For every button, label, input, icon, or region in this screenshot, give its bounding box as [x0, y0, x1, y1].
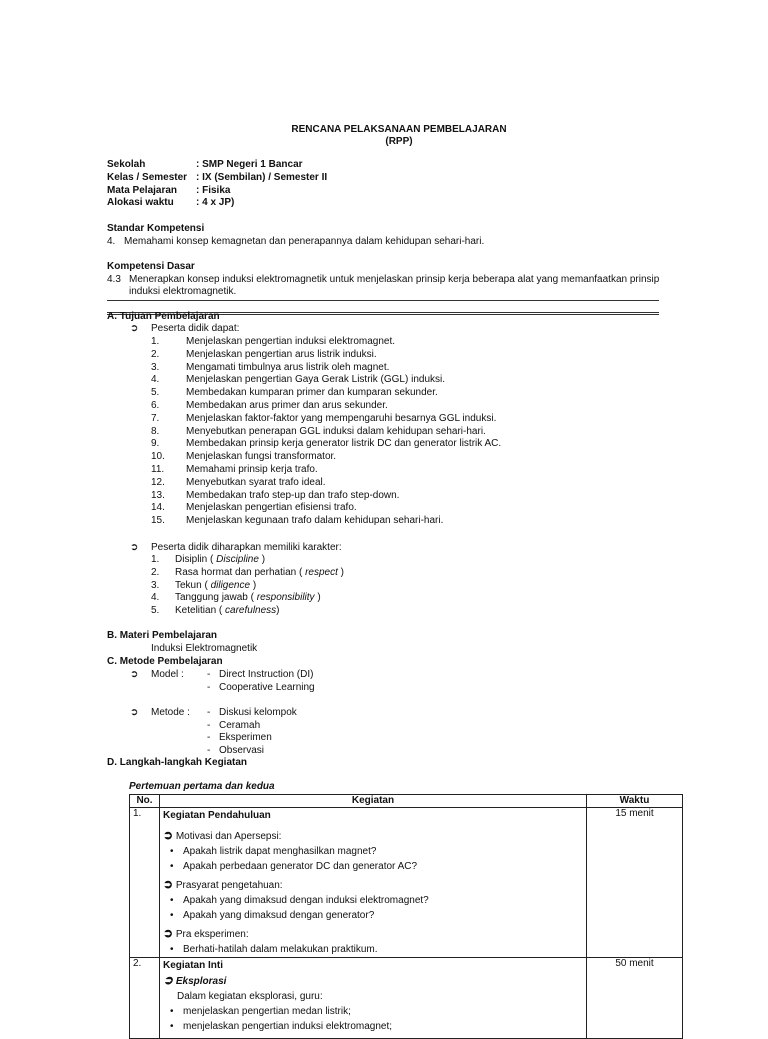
row-no: 1.	[130, 808, 160, 958]
metode-label: Metode :	[151, 707, 190, 718]
tujuan-item-text: Menyebutkan penerapan GGL induksi dalam kehidupan sehari-hari.	[186, 425, 486, 437]
row-kegiatan	[160, 808, 587, 958]
dash-marker: -	[207, 681, 211, 693]
row-waktu: 50 menit	[587, 958, 683, 1039]
tujuan-item-text: Menjelaskan faktor-faktor yang mempengaruhi besarnya GGL induksi.	[186, 412, 497, 424]
dash-marker: -	[207, 744, 211, 756]
materi-text: Induksi Elektromagnetik	[151, 643, 258, 654]
row-title: Kegiatan Inti	[163, 960, 224, 971]
page-subtitle: (RPP)	[385, 136, 413, 147]
tujuan-item-number: 9.	[151, 438, 160, 450]
tujuan-item-text: Menjelaskan pengertian efisiensi trafo.	[186, 502, 357, 514]
identity-label-kelas: Kelas / Semester	[107, 172, 188, 183]
tujuan-item-text: Menjelaskan fungsi transformator.	[186, 451, 337, 463]
karakter-item-english: carefulness	[225, 605, 277, 617]
model-item: Cooperative Learning	[219, 681, 315, 693]
identity-value-alokasi: : 4 x JP)	[196, 197, 235, 208]
karakter-item-close: )	[250, 579, 257, 591]
identity-value-kelas: : IX (Sembilan) / Semester II	[196, 172, 328, 183]
hook-arrow-icon: ➲	[163, 877, 174, 891]
eksplorasi-label	[163, 973, 583, 989]
hook-arrow-icon: ➲	[130, 323, 139, 334]
standar-heading: Standar Kompetensi	[107, 223, 205, 234]
hook-arrow-icon: ➲	[130, 542, 139, 553]
langkah-heading: D. Langkah-langkah Kegiatan	[107, 757, 248, 768]
karakter-item-close: )	[314, 592, 321, 604]
metode-item: Ceramah	[219, 719, 261, 731]
tujuan-item-number: 7.	[151, 412, 160, 424]
tujuan-intro: Peserta didik dapat:	[151, 323, 240, 334]
kompetensi-heading: Kompetensi Dasar	[107, 261, 195, 272]
eksplorasi-text: Eksplorasi	[175, 976, 227, 987]
metode-item: Observasi	[219, 744, 265, 756]
tujuan-item-number: 15.	[151, 515, 165, 527]
tujuan-item-text: Mengamati timbulnya arus listrik oleh magnet.	[186, 361, 390, 373]
karakter-item	[175, 592, 321, 604]
hook-arrow-icon: ➲	[130, 707, 139, 718]
tujuan-item-number: 14.	[151, 502, 165, 514]
karakter-item-close: )	[258, 554, 266, 565]
bullet-item: • Apakah yang dimaksud dengan generator?	[163, 908, 583, 923]
tujuan-item-text: Membedakan arus primer dan arus sekunder.	[186, 400, 388, 411]
karakter-item-english: respect	[305, 566, 338, 578]
eksplorasi-intro: Dalam kegiatan eksplorasi, guru:	[177, 991, 323, 1002]
group-label	[163, 828, 583, 844]
karakter-item-number: 2.	[151, 566, 160, 578]
karakter-item-text: Tanggung jawab (	[175, 592, 257, 604]
kompetensi-text-line2: induksi elektromagnetik.	[129, 286, 237, 297]
karakter-item	[175, 605, 280, 617]
dash-marker: -	[207, 707, 211, 718]
tujuan-item-text: Menjelaskan kegunaan trafo dalam kehidupan sehari-hari.	[186, 515, 444, 527]
standar-number: 4.	[107, 236, 116, 247]
karakter-item-english: Discipline	[216, 554, 259, 565]
karakter-item	[175, 567, 344, 579]
langkah-table	[129, 794, 683, 1039]
model-item: Direct Instruction (DI)	[219, 669, 314, 680]
dash-marker: -	[207, 669, 211, 680]
pendahuluan-groups	[163, 828, 583, 957]
kompetensi-text-line1: Menerapkan konsep induksi elektromagnetik untuk menjelaskan prinsip kerja beberapa alat yang memanfaatkan prinsip	[129, 274, 660, 285]
hook-arrow-icon: ➲	[130, 669, 139, 680]
tujuan-item-text: Membedakan kumparan primer dan kumparan sekunder.	[186, 387, 438, 399]
tujuan-item-number: 1.	[151, 336, 160, 347]
inti-items	[163, 1004, 583, 1034]
karakter-intro: Peserta didik diharapkan memiliki karakter:	[151, 542, 342, 553]
karakter-item-number: 4.	[151, 592, 160, 604]
group-label-text: Motivasi dan Apersepsi:	[175, 831, 282, 842]
hook-arrow-icon: ➲	[163, 926, 174, 940]
metode-heading: C. Metode Pembelajaran	[107, 656, 223, 667]
tujuan-item-text: Menyebutkan syarat trafo ideal.	[186, 476, 326, 488]
identity-value-sekolah: : SMP Negeri 1 Bancar	[196, 159, 303, 170]
pertemuan-label: Pertemuan pertama dan kedua	[129, 781, 275, 792]
karakter-item-close: )	[337, 566, 344, 578]
model-label: Model :	[151, 669, 184, 680]
karakter-item-text: Rasa hormat dan perhatian (	[175, 566, 306, 578]
karakter-item-english: responsibility	[256, 592, 315, 604]
header-no: No.	[130, 795, 160, 808]
tujuan-item-number: 2.	[151, 348, 160, 360]
tujuan-heading: A. Tujuan Pembelajaran	[107, 311, 220, 322]
tujuan-item-number: 10.	[151, 451, 165, 463]
karakter-item	[175, 554, 265, 566]
group-label	[163, 926, 583, 942]
tujuan-item-number: 4.	[151, 374, 160, 386]
tujuan-item-number: 12.	[151, 476, 165, 488]
row-title: Kegiatan Pendahuluan	[163, 810, 271, 821]
karakter-item-number: 3.	[151, 579, 160, 591]
karakter-item-close: )	[276, 605, 280, 617]
bullet-item: • Apakah yang dimaksud dengan induksi elektromagnet?	[163, 893, 583, 908]
row-kegiatan	[160, 958, 587, 1039]
bullet-item: • Apakah perbedaan generator DC dan generator AC?	[163, 859, 583, 874]
header-waktu: Waktu	[587, 795, 683, 808]
karakter-item-number: 5.	[151, 605, 160, 617]
page-title: RENCANA PELAKSANAAN PEMBELAJARAN	[291, 124, 507, 135]
group-label-text: Pra eksperimen:	[175, 929, 249, 940]
karakter-item-text: Tekun (	[175, 579, 211, 591]
dash-marker: -	[207, 719, 211, 731]
identity-label-alokasi: Alokasi waktu	[107, 197, 174, 208]
tujuan-item-number: 11.	[151, 464, 165, 475]
bullet-item: • Apakah listrik dapat menghasilkan magnet?	[163, 844, 583, 859]
tujuan-item-number: 5.	[151, 387, 160, 399]
tujuan-item-text: Membedakan prinsip kerja generator listrik DC dan generator listrik AC.	[186, 438, 502, 450]
karakter-item-text: Disiplin (	[175, 554, 217, 565]
divider-thin	[107, 300, 659, 301]
tujuan-item-number: 3.	[151, 361, 160, 373]
standar-text: Memahami konsep kemagnetan dan penerapannya dalam kehidupan sehari-hari.	[124, 236, 485, 247]
metode-item: Eksperimen	[219, 732, 272, 744]
tujuan-item-text: Menjelaskan pengertian Gaya Gerak Listrik (GGL) induksi.	[186, 374, 446, 386]
tujuan-item-text: Memahami prinsip kerja trafo.	[186, 464, 318, 475]
karakter-item	[175, 580, 256, 592]
identity-value-mapel: : Fisika	[196, 185, 231, 196]
row-waktu: 15 menit	[587, 808, 683, 958]
table-row	[130, 958, 683, 1039]
tujuan-item-number: 8.	[151, 425, 160, 437]
dash-marker: -	[207, 732, 211, 744]
materi-heading: B. Materi Pembelajaran	[107, 630, 218, 641]
kompetensi-number: 4.3	[107, 274, 121, 285]
karakter-item-text: Ketelitian (	[175, 605, 226, 617]
tujuan-item-number: 6.	[151, 400, 160, 411]
karakter-item-english: diligence	[210, 579, 251, 591]
row-no: 2.	[130, 958, 160, 1039]
group-label	[163, 877, 583, 893]
bullet-item: • Berhati-hatilah dalam melakukan praktikum.	[163, 942, 583, 957]
hook-arrow-icon: ➲	[163, 973, 174, 987]
tujuan-item-text: Menjelaskan pengertian induksi elektromagnet.	[186, 336, 396, 347]
identity-label-sekolah: Sekolah	[107, 159, 146, 170]
table-row	[130, 808, 683, 958]
metode-item: Diskusi kelompok	[219, 707, 297, 718]
tujuan-item-text: Menjelaskan pengertian arus listrik induksi.	[186, 348, 377, 360]
tujuan-item-number: 13.	[151, 489, 165, 501]
tujuan-item-text: Membedakan trafo step-up dan trafo step-down.	[186, 489, 400, 501]
karakter-item-number: 1.	[151, 554, 160, 565]
group-label-text: Prasyarat pengetahuan:	[175, 880, 283, 891]
bullet-item: • menjelaskan pengertian medan listrik;	[163, 1004, 583, 1019]
identity-label-mapel: Mata Pelajaran	[107, 185, 178, 196]
bullet-item: • menjelaskan pengertian induksi elektromagnet;	[163, 1019, 583, 1034]
header-kegiatan: Kegiatan	[160, 795, 587, 808]
hook-arrow-icon: ➲	[163, 828, 174, 842]
table-header-row	[130, 795, 683, 808]
